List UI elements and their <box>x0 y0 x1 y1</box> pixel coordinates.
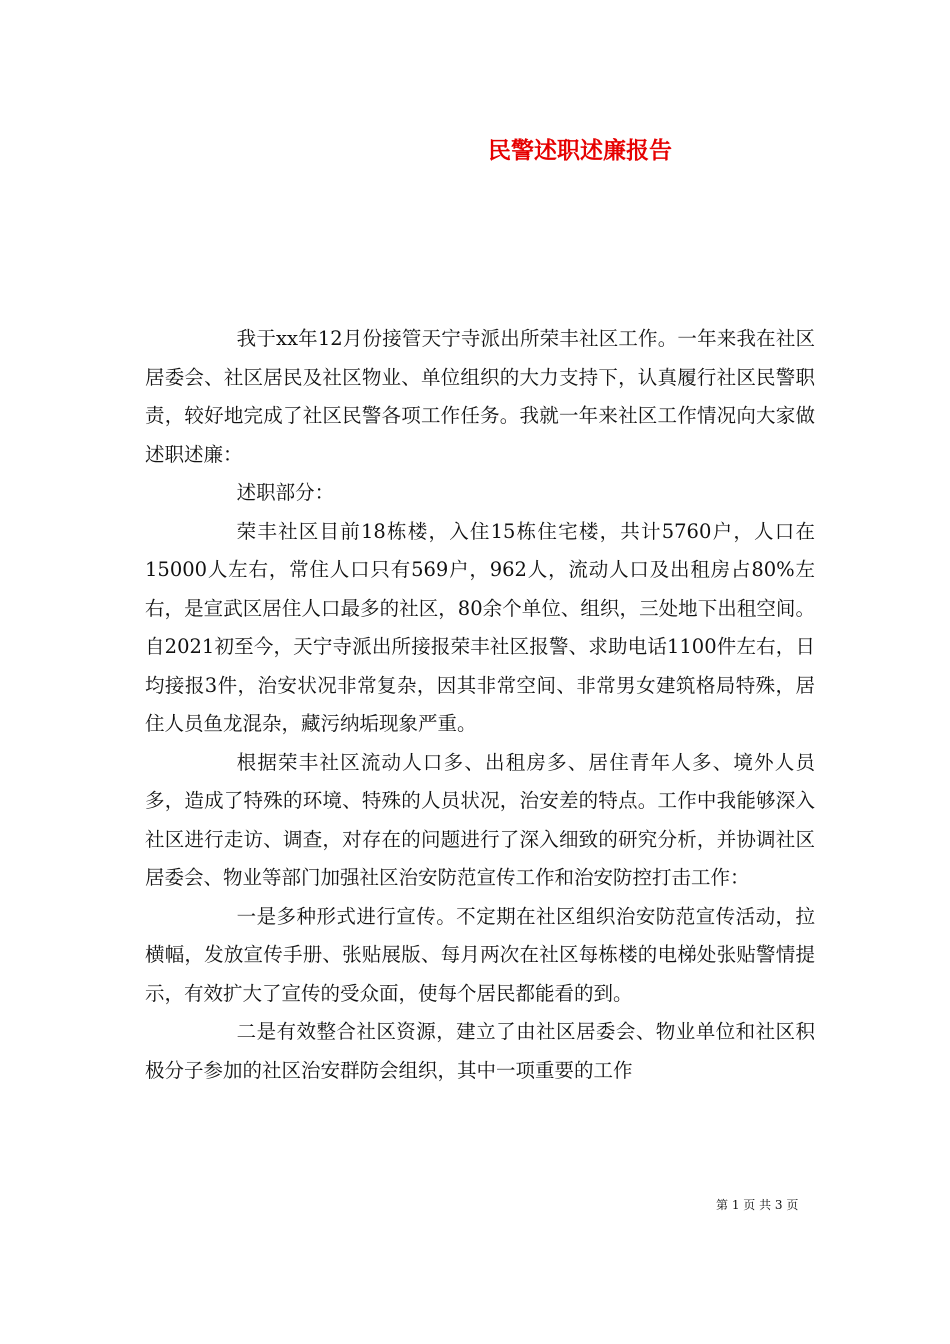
paragraph-point-two: 二是有效整合社区资源，建立了由社区居委会、物业单位和社区积极分子参加的社区治安群防会组织，其中一项重要的工作 <box>145 1020 815 1082</box>
page-number-footer: 第 1 页 共 3 页 <box>716 1198 799 1212</box>
paragraph-section-heading: 述职部分： <box>236 481 335 504</box>
paragraph-community-overview: 荣丰社区目前18栋楼，入住15栋住宅楼，共计5760户，人口在15000人左右，常住人口只有569户，962人，流动人口及出租房占80%左右，是宣武区居住人口最多的社区，80余个单位、组织，三处地下出租空间。自2021初至今，天宁寺派出所接报荣丰社区报警、求助电话1100件左右，日均接报3件，治安状况非常复杂，因其非常空间、非常男女建筑格局特殊，居住人员鱼龙混杂，藏污纳垢现象严重。 <box>145 519 815 735</box>
document-title: 民警述职述廉报告 <box>488 137 672 164</box>
paragraph-point-one: 一是多种形式进行宣传。不定期在社区组织治安防范宣传活动，拉横幅，发放宣传手册、张贴展版、每月两次在社区每栋楼的电梯处张贴警情提示，有效扩大了宣传的受众面，使每个居民都能看的到。 <box>145 904 815 1005</box>
paragraph-intro: 我于xx年12月份接管天宁寺派出所荣丰社区工作。一年来我在社区居委会、社区居民及社区物业、单位组织的大力支持下，认真履行社区民警职责，较好地完成了社区民警各项工作任务。我就一年来社区工作情况向大家做述职述廉： <box>145 327 815 466</box>
document-body <box>145 320 815 1090</box>
paragraph-work-approach: 根据荣丰社区流动人口多、出租房多、居住青年人多、境外人员多，造成了特殊的环境、特殊的人员状况，治安差的特点。工作中我能够深入社区进行走访、调查，对存在的问题进行了深入细致的研究分析，并协调社区居委会、物业等部门加强社区治安防范宣传工作和治安防控打击工作： <box>145 750 815 889</box>
